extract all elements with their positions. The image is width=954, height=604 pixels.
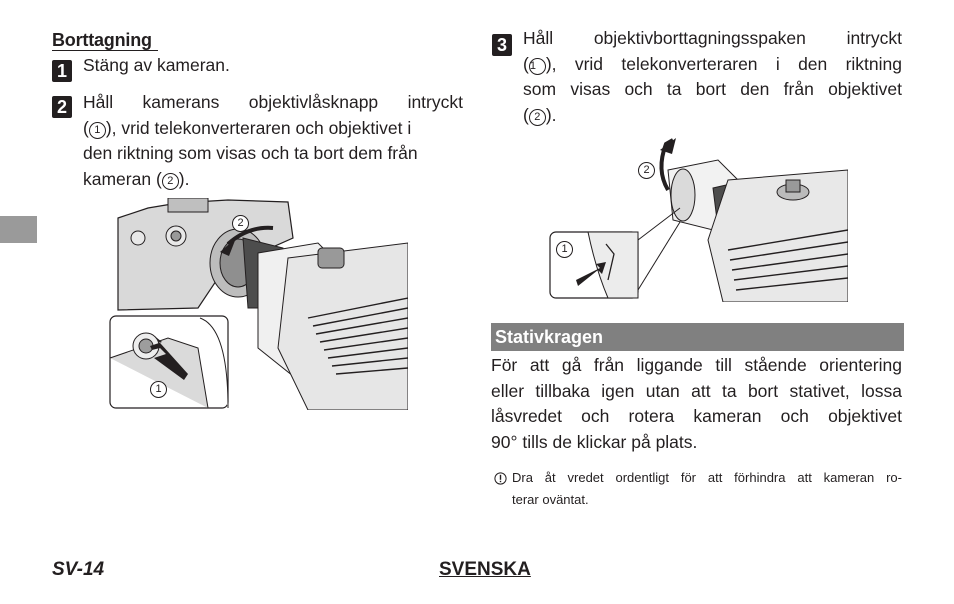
figure-callout-2: 2 — [638, 162, 655, 179]
step-2-line-4 — [83, 167, 463, 193]
figure-callout-1: 1 — [150, 381, 167, 398]
step-2-line-2 — [83, 116, 463, 142]
caution-icon — [494, 472, 509, 487]
step-2-line-3: den riktning som visas och ta bort dem från — [83, 143, 418, 163]
step-3-text — [523, 26, 902, 128]
section-heading-removal: Borttagning — [52, 30, 158, 51]
note-line-2: terar oväntat. — [512, 492, 589, 507]
text-fragment: ), vrid telekonverteraren i den riktning — [545, 53, 902, 74]
step-3-line-2 — [523, 52, 902, 78]
step-3-line-1: Håll objektivborttagningsspaken intryckt — [523, 28, 902, 48]
caution-note — [512, 467, 902, 511]
step-3-badge: 3 — [492, 34, 512, 56]
chapter-edge-tab — [0, 216, 37, 243]
paragraph-line-4: 90° tills de klickar på plats. — [491, 431, 698, 452]
section-paragraph — [491, 353, 902, 455]
text-fragment: ). — [545, 104, 557, 125]
step-2-badge: 2 — [52, 96, 72, 118]
callout-2-marker: 2 — [162, 173, 179, 190]
camera-lens-drawing — [108, 198, 408, 410]
text-fragment: ( — [83, 117, 89, 138]
step-3-line-4 — [523, 103, 902, 129]
callout-1-marker: 1 — [89, 122, 106, 139]
callout-2-marker: 2 — [529, 109, 546, 126]
step-1-badge: 1 — [52, 60, 72, 82]
step-2-line-1: Håll kamerans objektivlåsknapp intryckt — [83, 92, 463, 112]
text-fragment: kameran ( — [83, 168, 162, 189]
text-fragment: ( — [523, 104, 529, 125]
paragraph-line-2: eller tillbaka igen utan att ta bort stativet, lossa — [491, 380, 902, 401]
step-2-text — [83, 90, 463, 192]
page-number: SV-14 — [52, 559, 105, 580]
camera-removal-illustration — [108, 198, 408, 410]
caution-icon-glyph — [494, 472, 507, 485]
callout-1-marker: 1 — [529, 58, 546, 75]
figure-callout-2: 2 — [232, 215, 249, 232]
paragraph-line-1: För att gå från liggande till stående orientering — [491, 355, 902, 375]
lens-teleconverter-drawing — [548, 130, 848, 302]
text-fragment: ). — [178, 168, 190, 189]
step-1-text: Stäng av kameran. — [83, 55, 230, 75]
step-3-line-3: som visas och ta bort den från objektivet — [523, 79, 902, 99]
figure-callout-1: 1 — [556, 241, 573, 258]
text-fragment: ), vrid telekonverteraren och objektivet i — [105, 117, 412, 138]
section-title-bar: Stativkragen — [491, 323, 904, 351]
teleconverter-removal-illustration — [548, 130, 848, 302]
language-label: SVENSKA — [439, 559, 531, 580]
note-line-1: Dra åt vredet ordentligt för att förhindra att kameran ro- — [512, 470, 902, 485]
paragraph-line-3: låsvredet och rotera kameran och objektivet — [491, 406, 902, 426]
text-fragment: ( — [523, 53, 529, 74]
